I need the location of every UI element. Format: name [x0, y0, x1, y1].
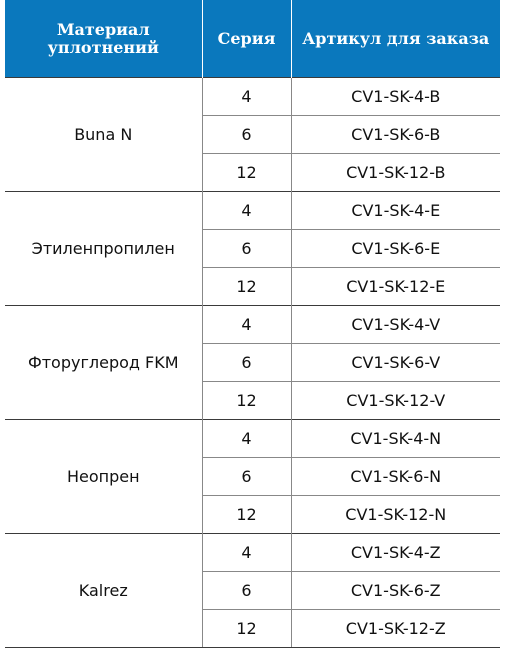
- series-cell: 4: [202, 534, 291, 572]
- series-cell: 12: [202, 382, 291, 420]
- material-cell: Kalrez: [5, 534, 202, 648]
- series-cell: 12: [202, 496, 291, 534]
- article-cell: CV1-SK-4-V: [291, 306, 500, 344]
- article-cell: CV1-SK-12-V: [291, 382, 500, 420]
- table-row: [5, 306, 500, 344]
- table-row: [5, 78, 500, 116]
- table-body: [5, 78, 500, 648]
- article-cell: CV1-SK-12-N: [291, 496, 500, 534]
- header-material: [5, 0, 202, 78]
- article-cell: CV1-SK-12-E: [291, 268, 500, 306]
- material-cell: Этиленпропилен: [5, 192, 202, 306]
- article-cell: CV1-SK-4-B: [291, 78, 500, 116]
- article-cell: CV1-SK-6-E: [291, 230, 500, 268]
- series-cell: 6: [202, 458, 291, 496]
- series-cell: 6: [202, 230, 291, 268]
- series-cell: 6: [202, 344, 291, 382]
- article-cell: CV1-SK-6-V: [291, 344, 500, 382]
- article-cell: CV1-SK-6-B: [291, 116, 500, 154]
- series-cell: 4: [202, 420, 291, 458]
- header-row: [5, 0, 500, 78]
- material-cell: Buna N: [5, 78, 202, 192]
- article-cell: CV1-SK-6-N: [291, 458, 500, 496]
- table-row: [5, 192, 500, 230]
- article-cell: CV1-SK-4-E: [291, 192, 500, 230]
- header-article: Артикул для заказа: [291, 0, 500, 78]
- material-cell: Фторуглерод FKM: [5, 306, 202, 420]
- series-cell: 12: [202, 154, 291, 192]
- series-cell: 4: [202, 192, 291, 230]
- article-cell: CV1-SK-4-Z: [291, 534, 500, 572]
- header-material-label: Материал уплотнений: [47, 19, 159, 57]
- seal-material-order-table: [5, 0, 500, 648]
- material-cell: Неопрен: [5, 420, 202, 534]
- table-row: [5, 420, 500, 458]
- series-cell: 6: [202, 116, 291, 154]
- table-header: [5, 0, 500, 78]
- article-cell: CV1-SK-4-N: [291, 420, 500, 458]
- article-cell: CV1-SK-12-B: [291, 154, 500, 192]
- series-cell: 4: [202, 78, 291, 116]
- article-cell: CV1-SK-12-Z: [291, 610, 500, 648]
- header-series: Серия: [202, 0, 291, 78]
- series-cell: 4: [202, 306, 291, 344]
- series-cell: 6: [202, 572, 291, 610]
- table-row: [5, 534, 500, 572]
- article-cell: CV1-SK-6-Z: [291, 572, 500, 610]
- series-cell: 12: [202, 268, 291, 306]
- series-cell: 12: [202, 610, 291, 648]
